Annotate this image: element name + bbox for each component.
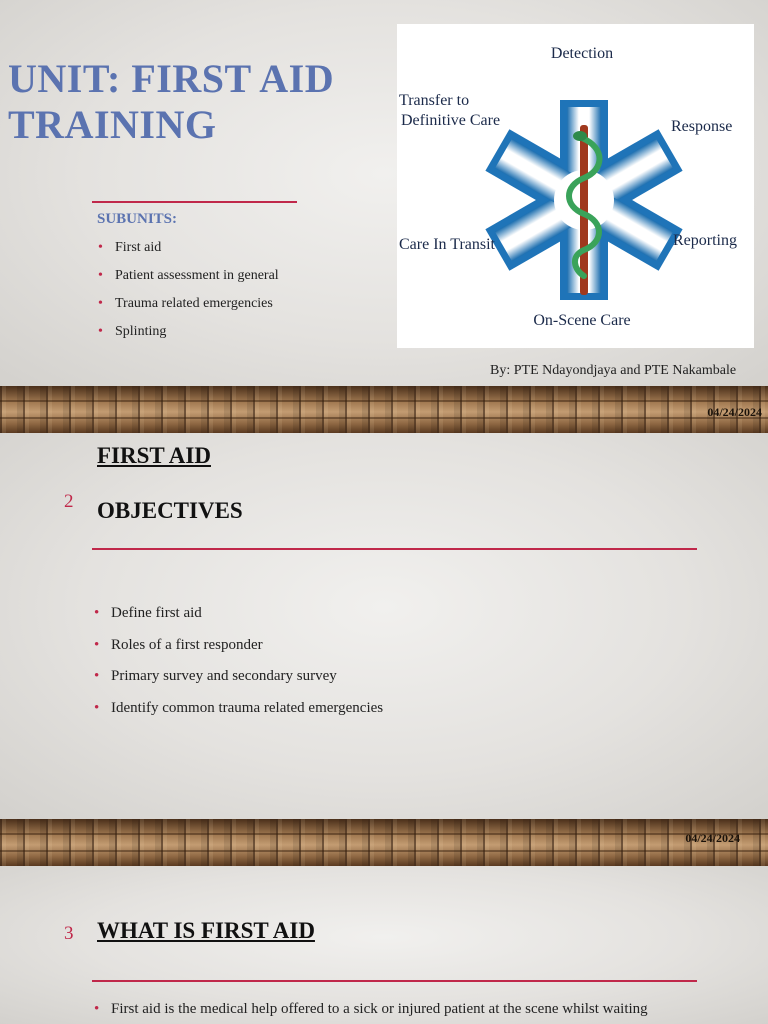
emblem-label-top-right: Response <box>671 118 733 135</box>
slide-number: 3 <box>64 923 74 944</box>
list-item: • Primary survey and secondary survey <box>111 668 383 700</box>
list-item: • Trauma related emergencies <box>115 296 279 324</box>
emblem-label-top-left-1: Transfer to <box>399 92 470 109</box>
list-item: • Patient assessment in general <box>115 268 279 296</box>
list-item: • Define first aid <box>111 605 383 637</box>
wood-floor-divider <box>0 386 768 433</box>
star-of-life-icon <box>397 24 754 348</box>
objectives-list <box>111 605 383 731</box>
title-line-2: TRAINING <box>8 102 217 147</box>
slide-heading: WHAT IS FIRST AID <box>97 918 315 943</box>
star-of-life-emblem <box>397 24 754 348</box>
slide-title <box>8 56 334 148</box>
authors-byline: By: PTE Ndayondjaya and PTE Nakambale <box>490 363 737 378</box>
wood-floor-divider <box>0 819 768 866</box>
list-item: • Roles of a first responder <box>111 637 383 669</box>
first-aid-definition-list <box>111 1001 648 1018</box>
emblem-label-top-left-2: Definitive Care <box>401 112 501 129</box>
list-item: • First aid is the medical help offered to a sick or injured patient at the scene whilst waiting <box>111 1001 648 1018</box>
slide-date: 04/24/2024 <box>707 405 762 419</box>
slide-subheading: OBJECTIVES <box>97 498 243 523</box>
list-item: • Splinting <box>115 324 279 352</box>
slide-heading: FIRST AID <box>97 443 211 468</box>
subunits-list <box>115 240 279 352</box>
list-item: • First aid <box>115 240 279 268</box>
emblem-label-bottom-left: Care In Transit <box>399 236 495 253</box>
slide-1 <box>0 0 768 386</box>
heading-divider <box>92 548 697 550</box>
list-item: • Identify common trauma related emergencies <box>111 700 383 732</box>
slide-number: 2 <box>64 491 74 512</box>
emblem-label-bottom-right: Reporting <box>673 232 737 249</box>
subunits-heading: SUBUNITS: <box>97 211 178 227</box>
emblem-label-bottom: On-Scene Care <box>533 312 631 329</box>
heading-divider <box>92 980 697 982</box>
slide-date: 04/24/2024 <box>685 831 740 845</box>
title-divider <box>92 201 297 203</box>
emblem-label-top: Detection <box>550 45 614 62</box>
title-line-1: UNIT: FIRST AID <box>8 56 335 101</box>
